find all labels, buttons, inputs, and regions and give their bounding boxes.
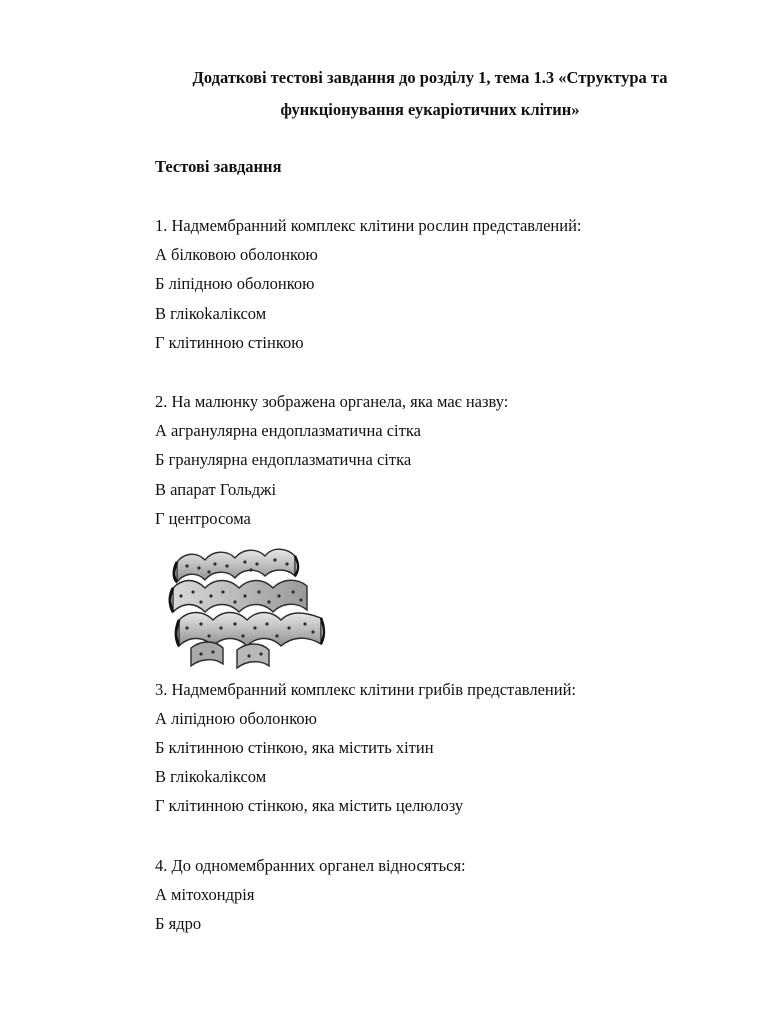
question-4-option-a: А мітохондрія [155,885,255,904]
question-4-option-b: Б ядро [155,914,202,933]
question-3-option-c: В глікоkаліксом [155,767,267,786]
question-3-option-a: А ліпідною оболонкою [155,709,317,728]
document-title-line-2: функціонування еукаріотичних клітин» [280,100,580,119]
organelle-illustration [165,540,335,670]
question-3-option-d: Г клітинною стінкою, яка містить целюлозу [155,796,464,815]
question-1-text: 1. Надмембранний комплекс клітини рослин представлений: [155,216,582,235]
question-1-option-c: В глікоkаліксом [155,304,267,323]
question-2-text: 2. На малюнку зображена органела, яка має назву: [155,392,509,411]
question-3-option-b: Б клітинною стінкою, яка містить хітин [155,738,434,757]
question-2-option-c: В апарат Гольджі [155,480,277,499]
question-1-option-b: Б ліпідною оболонкою [155,274,315,293]
question-2-option-d: Г центросома [155,509,251,528]
document-title-line-1: Додаткові тестові завдання до розділу 1, тема 1.3 «Структура та [192,68,668,87]
question-2-option-b: Б гранулярна ендоплазматична сітка [155,450,412,469]
question-1-option-d: Г клітинною стінкою [155,333,304,352]
question-1-option-a: А білковою оболонкою [155,245,318,264]
question-4-text: 4. До одномембранних органел відносяться: [155,856,466,875]
question-2-option-a: А агранулярна ендоплазматична сітка [155,421,421,440]
question-3-text: 3. Надмембранний комплекс клітини грибів представлений: [155,680,576,699]
section-heading: Тестові завдання [155,157,282,176]
